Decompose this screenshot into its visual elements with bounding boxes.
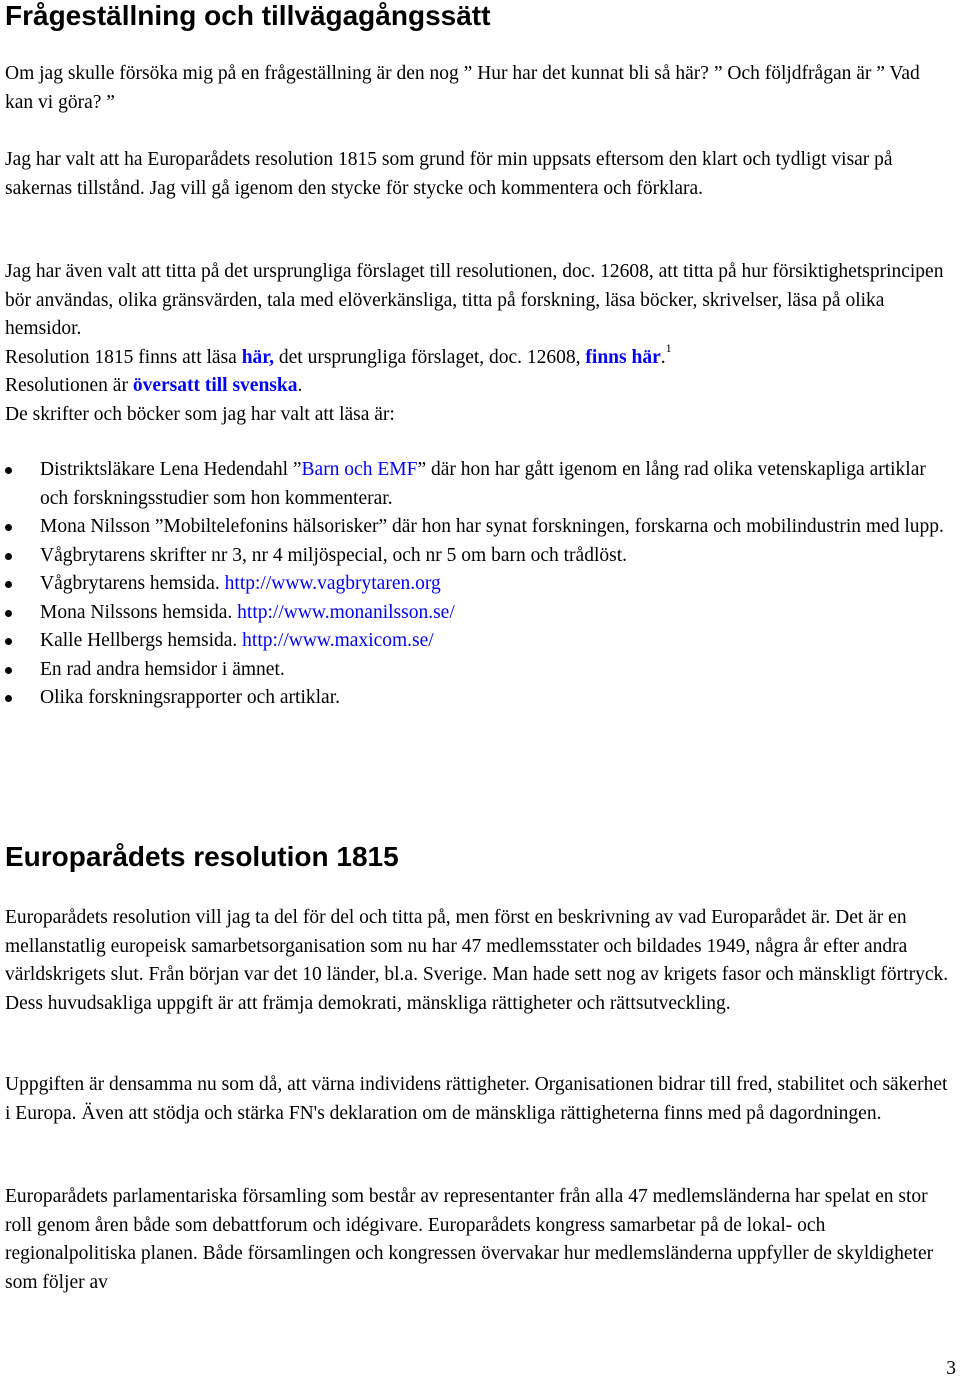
- bullet-icon: [5, 524, 12, 531]
- url-link-vagbrytaren[interactable]: http://www.vagbrytaren.org: [224, 573, 441, 594]
- list-item: Distriktsläkare Lena Hedendahl ”Barn och EMF” där hon har gått igenom en lång rad olika vetenskapliga artiklar och forskningsstudier som hon kommenterar.: [5, 456, 950, 513]
- paragraph-parliamentary-assembly: Europarådets parlamentariska församling som består av representanter från alla 47 medlemsländerna har spelat en stor roll genom åren både som debattforum och idégivare. Europarådets kongress samarbetar på de lokal- och regionalpolitiska planen. Både församlingen och kongressen övervakar hur medlemsländerna uppfyller de skyldigheter som följer av: [5, 1186, 934, 1293]
- reading-list: [5, 456, 950, 713]
- list-item: En rad andra hemsidor i ämnet.: [5, 656, 950, 685]
- url-link-monanilsson[interactable]: http://www.monanilsson.se/: [237, 601, 455, 623]
- list-item: Vågbrytarens skrifter nr 3, nr 4 miljöspecial, och nr 5 om barn och trådlöst.: [5, 542, 950, 571]
- url-link-maxicom[interactable]: http://www.maxicom.se/: [242, 630, 434, 651]
- resolution-links-line: Resolution 1815 finns att läsa här, det ursprungliga förslaget, doc. 12608, finns här.$^1$: [5, 341, 672, 368]
- list-item: Olika forskningsrapporter och artiklar.: [5, 684, 950, 713]
- bullet-icon: [5, 581, 12, 588]
- proposal-link[interactable]: finns här: [585, 346, 661, 368]
- bullet-icon: [5, 553, 12, 560]
- footnote-marker: 1: [665, 341, 672, 355]
- paragraph-question: Om jag skulle försöka mig på en frågeställning är den nog ” Hur har det kunnat bli så här? ” Och följdfrågan är ” Vad kan vi göra? ”: [5, 63, 920, 113]
- page-number: 3: [946, 1358, 956, 1379]
- paragraph-original-proposal: Jag har även valt att titta på det ursprungliga förslaget till resolutionen, doc. 12608, att titta på hur försiktighetsprincipen bör användas, olika gränsvärden, tala med elöverkänsliga, titta på forskning, läsa böcker, skrivelser, läsa på olika hemsidor.: [5, 261, 944, 339]
- bullet-icon: [5, 467, 12, 474]
- paragraph-block-sources: [5, 258, 950, 429]
- bullet-icon: [5, 667, 12, 674]
- paragraph-reading-list-intro: De skrifter och böcker som jag har valt att läsa är:: [5, 403, 395, 425]
- paragraph-europaradet-task: Uppgiften är densamma nu som då, att värna individens rättigheter. Organisationen bidrar till fred, stabilitet och säkerhet i Europa. Även att stödja och stärka FN's deklaration om de mänskliga rättigheterna finns med på dagordningen.: [5, 1074, 948, 1124]
- section-heading-resolution-1815: Europarådets resolution 1815: [5, 841, 399, 872]
- translation-link[interactable]: översatt till svenska: [132, 375, 298, 396]
- section-heading-fragestallning: Frågeställning och tillvägagångssätt: [5, 0, 491, 31]
- book-link-barn-och-emf[interactable]: Barn och EMF: [301, 459, 418, 480]
- resolution-link[interactable]: här,: [241, 346, 275, 368]
- translation-line: Resolutionen är översatt till svenska.: [5, 375, 303, 396]
- paragraph-resolution-basis: Jag har valt att ha Europarådets resolution 1815 som grund för min uppsats eftersom den klart och tydligt visar på sakernas tillstånd. Jag vill gå igenom den stycke för stycke och kommentera och förklara.: [5, 149, 893, 199]
- list-item: Vågbrytarens hemsida. http://www.vagbrytaren.org: [5, 570, 950, 599]
- bullet-icon: [5, 695, 12, 702]
- bullet-icon: [5, 638, 12, 645]
- bullet-icon: [5, 610, 12, 617]
- list-item: Mona Nilssons hemsida. http://www.monanilsson.se/: [5, 599, 950, 628]
- paragraph-europaradet-description: Europarådets resolution vill jag ta del för del och titta på, men först en beskrivning av vad Europarådet är. Det är en mellanstatlig europeisk samarbetsorganisation som nu har 47 medlemsstater och bildades 1949, några år efter andra världskrigets slut. Från början var det 10 länder, bl.a. Sverige. Man hade sett nog av krigets fasor och mänskligt förtryck. Dess huvudsakliga uppgift är att främja demokrati, mänskliga rättigheter och rättsutveckling.: [5, 907, 949, 1014]
- list-item: Kalle Hellbergs hemsida. http://www.maxicom.se/: [5, 627, 950, 656]
- list-item: Mona Nilsson ”Mobiltelefonins hälsorisker” där hon har synat forskningen, forskarna och mobilindustrin med lupp.: [5, 513, 950, 542]
